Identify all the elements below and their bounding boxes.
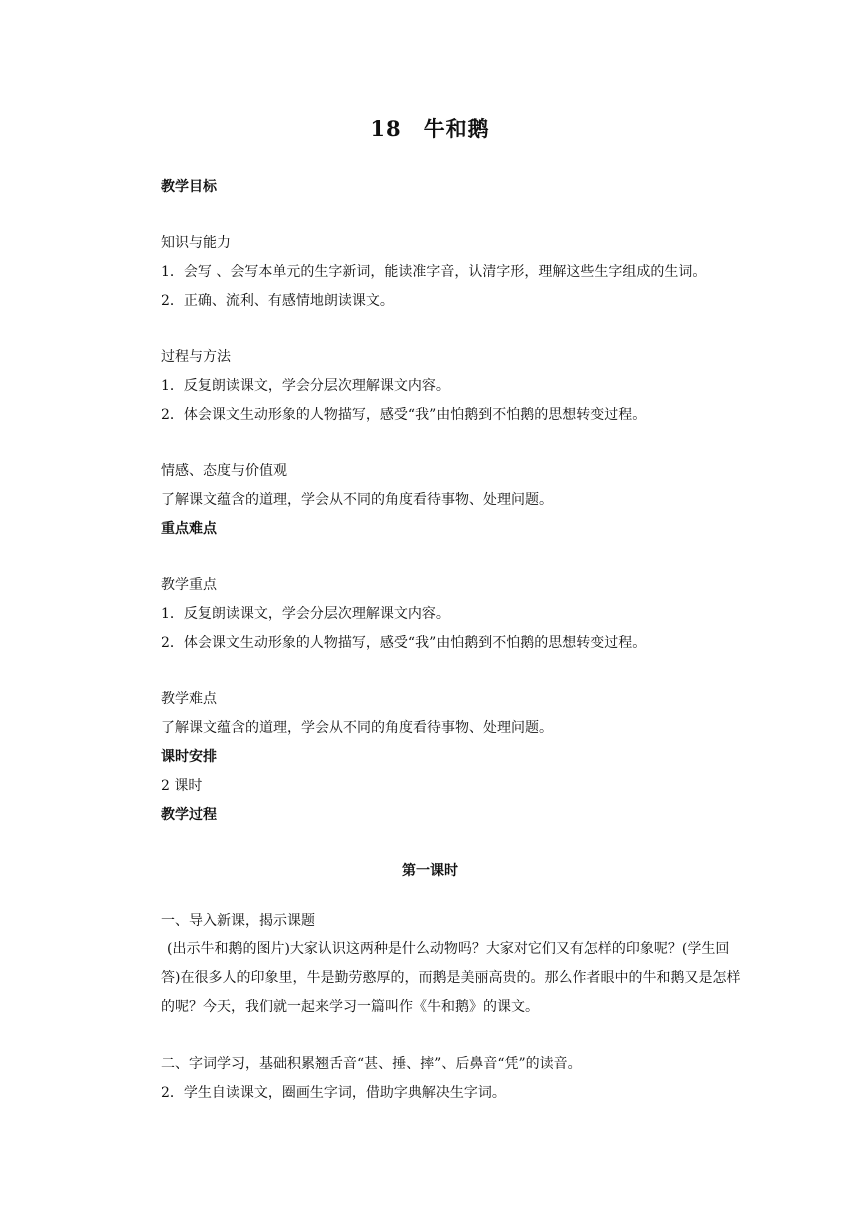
knowledge-heading: 知识与能力: [161, 235, 231, 251]
lesson-one-heading: 第一课时: [402, 863, 458, 879]
knowledge-item-1: 1．会写 、会写本单元的生字新词，能读准字音，认清字形，理解这些生字组成的生词。: [161, 264, 707, 280]
difficulty-item-1: 了解课文蕴含的道理，学会从不同的角度看待事物、处理问题。: [161, 720, 553, 736]
focus-item-1: 1．反复朗读课文，学会分层次理解课文内容。: [161, 606, 450, 622]
teaching-goals-heading: 教学目标: [161, 179, 217, 195]
section-2-item-2: 2．学生自读课文，圈画生字词，借助字典解决生字词。: [161, 1085, 506, 1101]
page-title: [0, 113, 860, 143]
knowledge-item-2: 2．正确、流利、有感情地朗读课文。: [161, 293, 394, 309]
schedule-value: 2 课时: [161, 778, 203, 794]
key-points-heading: 重点难点: [161, 521, 217, 537]
emotion-heading: 情感、态度与价值观: [161, 463, 287, 479]
teaching-process-heading: 教学过程: [161, 807, 217, 823]
process-heading: 过程与方法: [161, 349, 231, 365]
title-text: 牛和鹅: [423, 116, 490, 141]
process-item-2: 2．体会课文生动形象的人物描写，感受“我”由怕鹅到不怕鹅的思想转变过程。: [161, 407, 647, 423]
focus-item-2: 2．体会课文生动形象的人物描写，感受“我”由怕鹅到不怕鹅的思想转变过程。: [161, 635, 647, 651]
section-2-heading: 二、字词学习，基础积累翘舌音“甚、捶、摔”、后鼻音“凭”的读音。: [161, 1056, 582, 1072]
title-number: 18: [370, 116, 402, 141]
section-1-heading: 一、导入新课，揭示课题: [161, 913, 315, 929]
focus-heading: 教学重点: [161, 577, 217, 593]
process-item-1: 1．反复朗读课文，学会分层次理解课文内容。: [161, 378, 450, 394]
difficulty-heading: 教学难点: [161, 691, 217, 707]
emotion-item-1: 了解课文蕴含的道理，学会从不同的角度看待事物、处理问题。: [161, 492, 553, 508]
section-1-paragraph: (出示牛和鹅的图片)大家认识这两种是什么动物吗？大家对它们又有怎样的印象呢？(学生回答)在很多人的印象里，牛是勤劳憨厚的，而鹅是美丽高贵的。那么作者眼中的牛和鹅又是怎样的呢？今天，我们就一起来学习一篇叫作《牛和鹅》的课文。: [161, 941, 741, 1015]
schedule-heading: 课时安排: [161, 749, 217, 765]
